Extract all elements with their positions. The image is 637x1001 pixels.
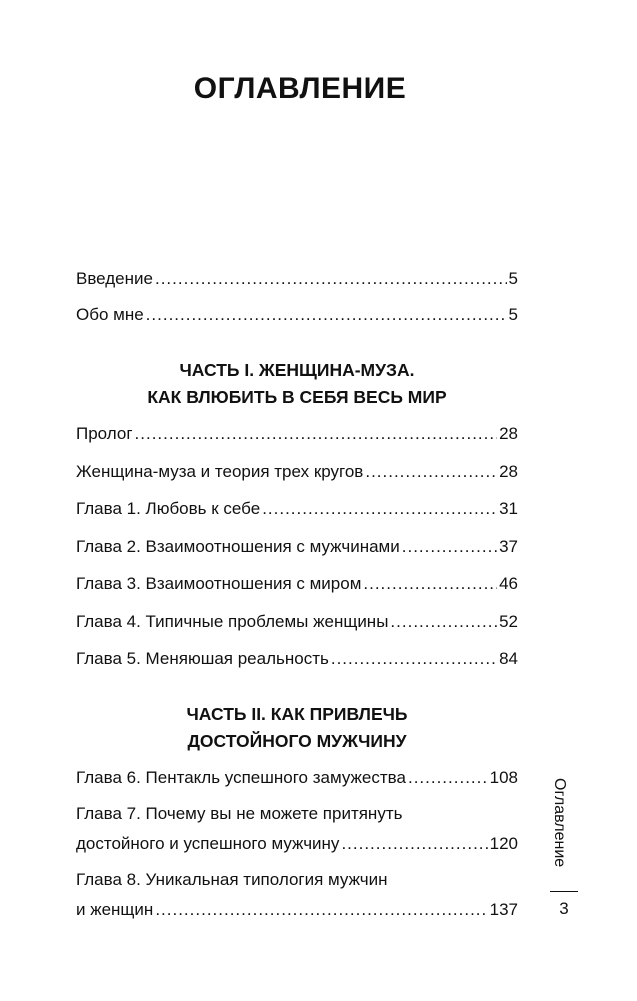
running-head	[538, 778, 578, 898]
leader-dots	[402, 536, 497, 558]
part-1-heading-line2: КАК ВЛЮБИТЬ В СЕБЯ ВЕСЬ МИР	[147, 387, 447, 407]
toc-entry-chapter-2[interactable]	[76, 536, 518, 558]
toc-entry-page: 31	[499, 499, 518, 518]
toc-entry-page: 37	[499, 537, 518, 556]
toc-entry-page: 46	[499, 574, 518, 593]
toc-entry-label: Глава 1. Любовь к себе	[76, 499, 261, 518]
leader-dots	[331, 648, 497, 670]
toc-entry-label-line2: достойного и успешного мужчину	[76, 834, 340, 853]
page-title: ОГЛАВЛЕНИЕ	[193, 72, 407, 105]
leader-dots	[146, 304, 507, 326]
toc-entry-label: Введение	[76, 269, 153, 288]
part-2-heading-line1: ЧАСТЬ II. КАК ПРИВЛЕЧЬ	[186, 704, 408, 724]
running-head-text: Оглавление	[551, 778, 568, 868]
toc-entry-chapter-6[interactable]	[76, 767, 518, 789]
toc-entry-label-line2: и женщин	[76, 900, 154, 919]
toc-entry-label-line1: Глава 7. Почему вы не можете притянуть	[76, 804, 403, 823]
toc-entry-page: 108	[489, 768, 518, 787]
toc-entry-chapter-7[interactable]	[76, 803, 518, 855]
toc-entry-chapter-3[interactable]	[76, 573, 518, 595]
toc-entry-about[interactable]	[76, 304, 518, 326]
toc-entry-label: Глава 6. Пентакль успешного замужества	[76, 768, 406, 787]
toc-entry-page: 5	[508, 269, 518, 288]
toc-entry-label: Глава 3. Взаимоотношения с миром	[76, 574, 362, 593]
leader-dots	[408, 767, 488, 789]
toc-entry-chapter-8[interactable]	[76, 869, 518, 921]
toc-entry-page: 28	[499, 462, 518, 481]
toc-entry-label: Пролог	[76, 424, 133, 443]
toc-entry-label: Обо мне	[76, 305, 144, 324]
leader-dots	[262, 498, 497, 520]
toc-entry-label: Женщина-муза и теория трех кругов	[76, 462, 364, 481]
part-1-heading-line1: ЧАСТЬ I. ЖЕНЩИНА-МУЗА.	[179, 360, 415, 380]
toc-entry-page: 28	[499, 424, 518, 443]
running-head-divider	[550, 891, 578, 892]
toc-entry-chapter-5[interactable]	[76, 648, 518, 670]
toc-entry-label: Глава 4. Типичные проблемы женщины	[76, 612, 389, 631]
leader-dots	[341, 833, 487, 855]
part-2-heading-line2: ДОСТОЙНОГО МУЖЧИНУ	[187, 731, 407, 751]
toc-entry-intro[interactable]	[76, 268, 518, 290]
toc-entry-prologue[interactable]	[76, 423, 518, 445]
leader-dots	[155, 268, 507, 290]
leader-dots	[135, 423, 498, 445]
toc-entry-label: Глава 5. Меняюшая реальность	[76, 649, 329, 668]
toc-entry-page: 52	[499, 612, 518, 631]
leader-dots	[155, 899, 487, 921]
part-1-heading	[76, 357, 518, 411]
toc-entry-page: 120	[489, 834, 518, 853]
toc-entry-muse-theory[interactable]	[76, 461, 518, 483]
page-number: 3	[559, 899, 569, 918]
toc-entry-chapter-1[interactable]	[76, 498, 518, 520]
toc-entry-label-line1: Глава 8. Уникальная типология мужчин	[76, 870, 388, 889]
table-of-contents	[76, 268, 518, 921]
toc-entry-chapter-4[interactable]	[76, 611, 518, 633]
toc-entry-label: Глава 2. Взаимоотношения с мужчинами	[76, 537, 400, 556]
toc-entry-page: 84	[499, 649, 518, 668]
toc-entry-page: 5	[508, 305, 518, 324]
toc-entry-page: 137	[489, 900, 518, 919]
leader-dots	[390, 611, 497, 633]
leader-dots	[363, 573, 497, 595]
leader-dots	[365, 461, 497, 483]
part-2-heading	[76, 701, 518, 755]
